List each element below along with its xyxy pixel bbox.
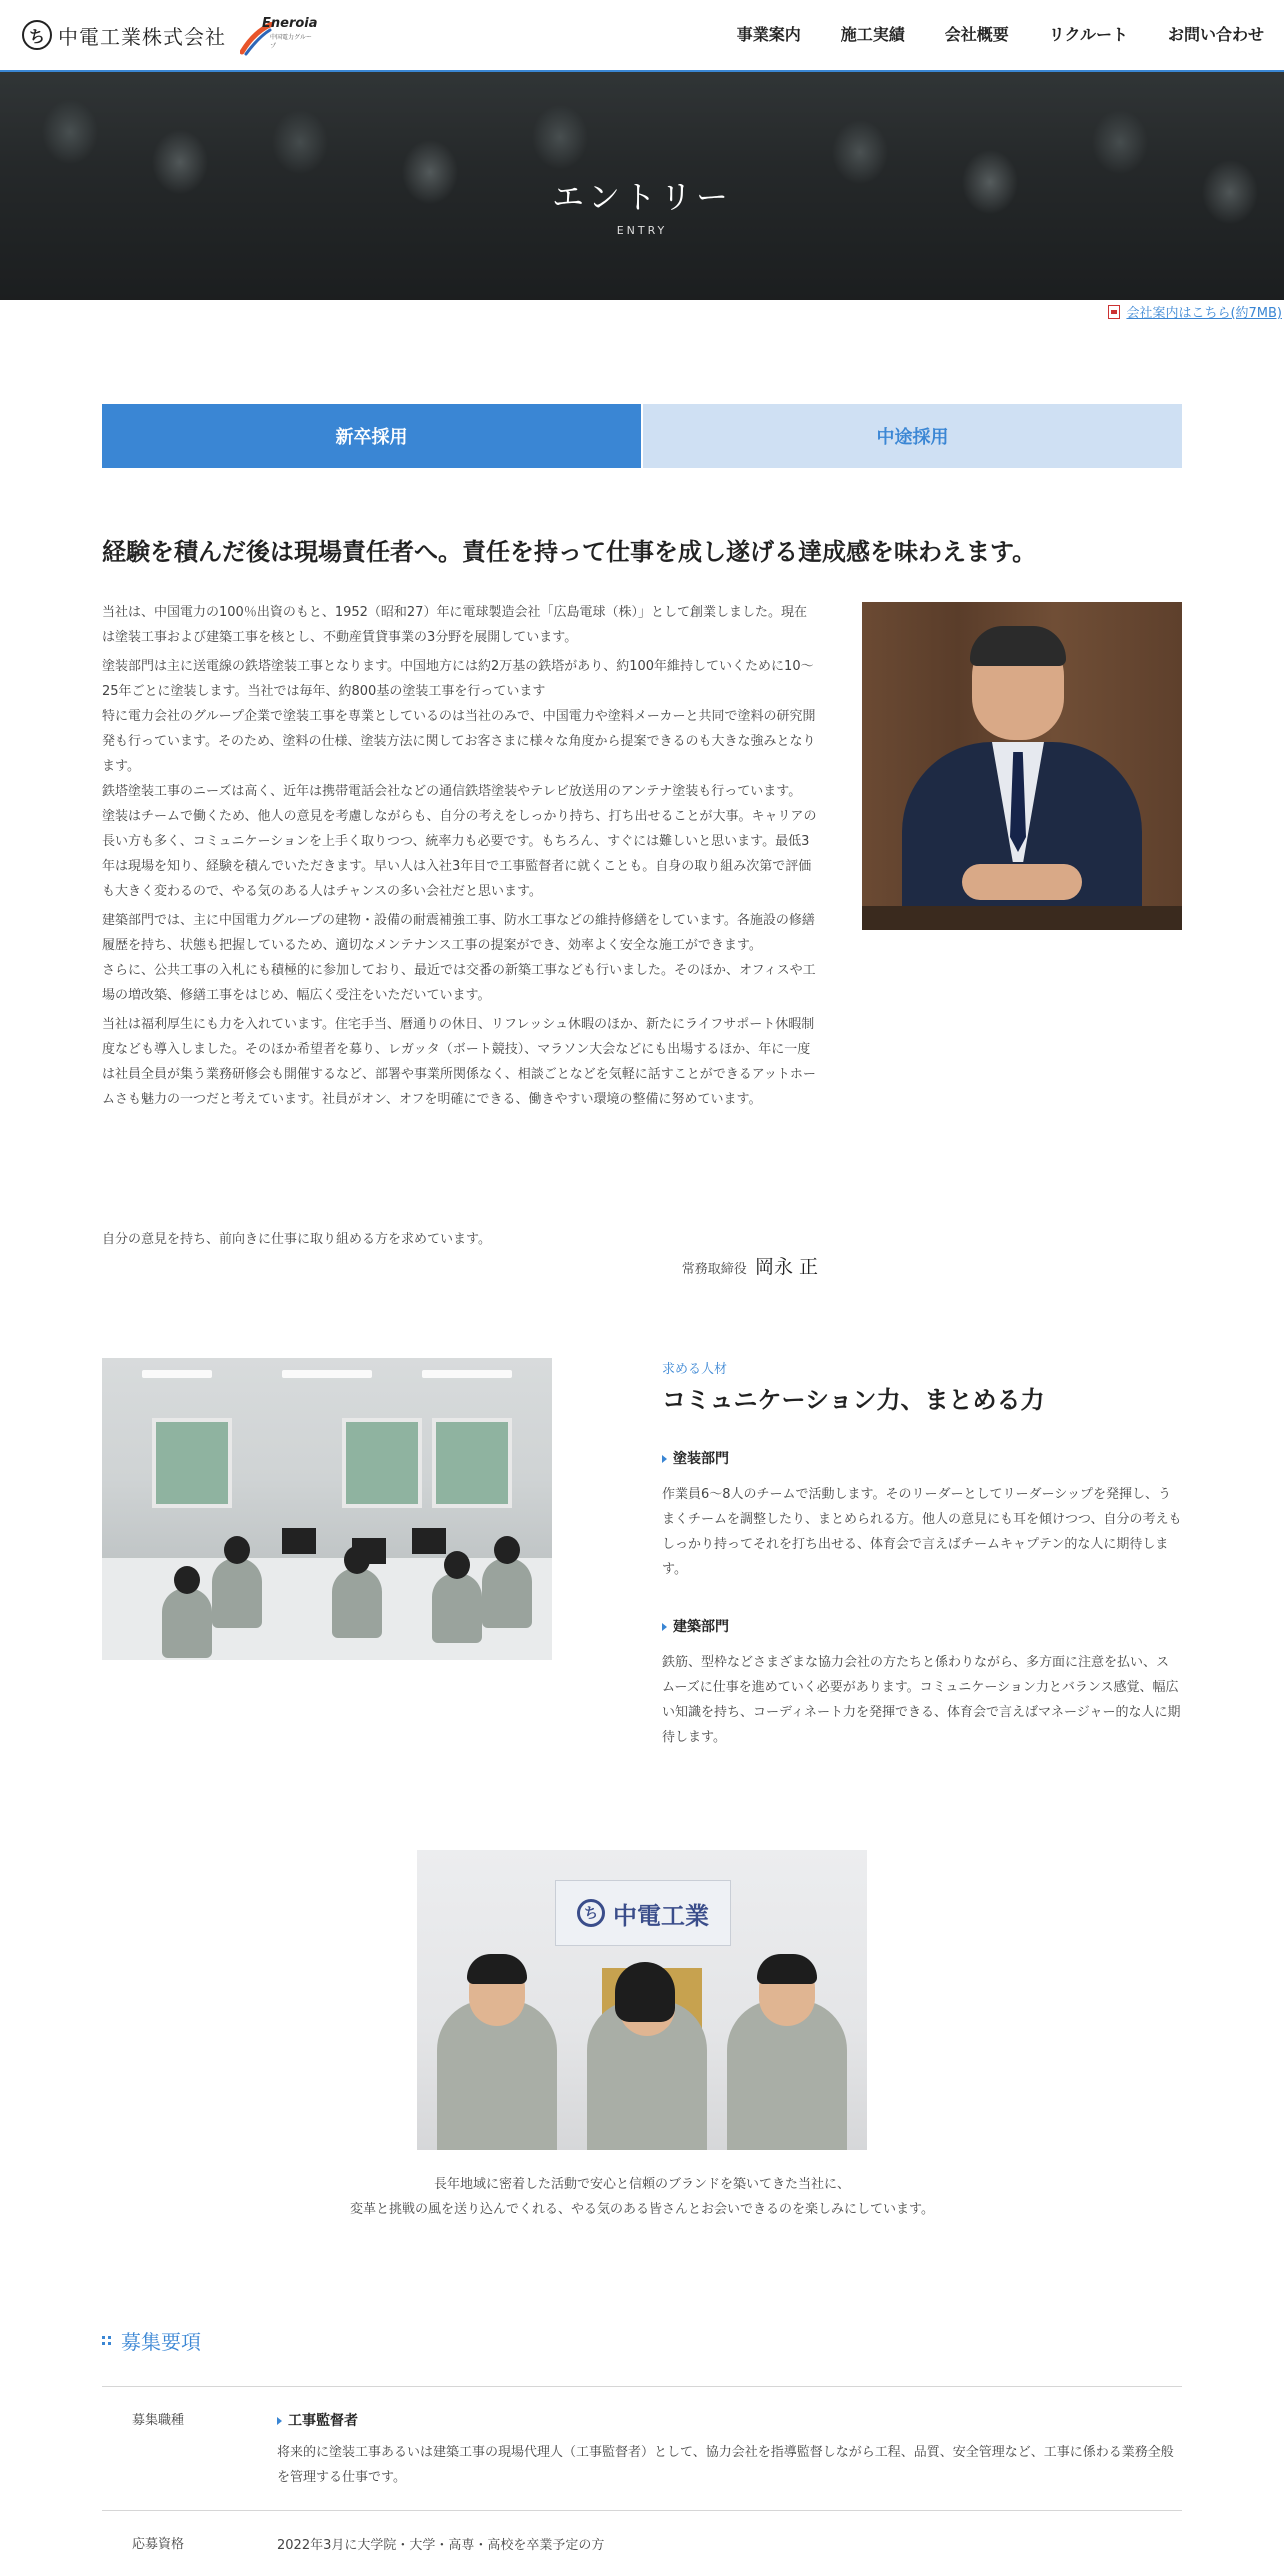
worker — [332, 1568, 382, 1638]
team-photo — [417, 1850, 867, 2150]
company-name: 中電工業株式会社 — [58, 24, 226, 49]
nav-contact[interactable]: お問い合わせ — [1167, 25, 1264, 44]
team-caption — [0, 2172, 1284, 2222]
group-brand-name: Eneroia — [262, 16, 318, 31]
recruit-tabs — [102, 404, 1182, 468]
portrait-hands — [962, 864, 1082, 900]
dept-construction-heading: 建築部門 — [662, 1616, 729, 1636]
row-value — [277, 2387, 1182, 2510]
employee-hair — [757, 1954, 817, 1984]
nav-business[interactable]: 事業案内 — [736, 25, 801, 44]
tab-new-grad[interactable]: 新卒採用 — [102, 404, 641, 468]
signer-name: 岡永 正 — [754, 1256, 818, 1278]
company-brochure-label: 会社案内はこちら(約7MB) — [1126, 306, 1282, 321]
job-title: 工事監督者 — [277, 2409, 1182, 2434]
dept-painting-text: 作業員6～8人のチームで活動します。そのリーダーとしてリーダーシップを発揮し、うまくチームを調整したり、まとめられる方。他人の意見にも耳を傾けつつ、自分の考えもしっかり持ってそれを打ち出せる、体育会で言えばチームキャプテン的な人に期待します。 — [662, 1487, 1182, 1577]
company-logo[interactable] — [22, 20, 226, 50]
company-sign — [555, 1880, 731, 1946]
dept-construction-text: 鉄筋、型枠などさまざまな協力会社の方たちと係わりながら、多方面に注意を払い、スムーズに仕事を進めていく必要があります。コミュニケーション力とバランス感覚、幅広い知識を持ち、コーディネート力を発揮できる、体育会で言えばマネージャー的な人に期待します。 — [662, 1655, 1181, 1745]
site-header — [0, 0, 1284, 72]
intro-paragraph: 当社は福利厚生にも力を入れています。住宅手当、暦通りの休日、リフレッシュ休暇のほか、新たにライフサポート休暇制度なども導入しました。そのほか希望者を募り、レガッタ（ボート競技）、マラソン大会などにも出場するほか、年に一度は社員全員が集う業務研修会も開催するなど、部署や事業所関係なく、相談ごとなどを気軽に話すことができるアットホームさも魅力の一つだと考えています。社員がオン、オフを明確にできる、働きやすい環境の整備に努めています。 — [102, 1017, 816, 1107]
hero-subtitle: ENTRY — [616, 224, 668, 237]
needs-title: コミュニケーション力、まとめる力 — [662, 1386, 1045, 1414]
intro-closing: 自分の意見を持ち、前向きに仕事に取り組める方を求めています。 — [102, 1232, 491, 1247]
tab-mid-career[interactable]: 中途採用 — [643, 404, 1182, 468]
main-nav — [737, 22, 1264, 45]
row-label: 募集職種 — [132, 2413, 185, 2428]
employee-hair — [467, 1954, 527, 1984]
office-window — [432, 1418, 512, 1508]
worker — [482, 1558, 532, 1628]
ceiling-light — [422, 1370, 512, 1378]
pdf-icon — [1108, 305, 1120, 319]
portrait-desk — [862, 906, 1182, 930]
nav-recruit[interactable]: リクルート — [1048, 25, 1128, 44]
signer-title: 常務取締役 — [681, 1262, 747, 1277]
intro-paragraph: 当社は、中国電力の100％出資のもと、1952（昭和27）年に電球製造会社「広島電球（株）」として創業しました。現在は塗装工事および建築工事を核とし、不動産賃貸事業の3分野を展開しています。 — [102, 605, 807, 645]
office-photo — [102, 1358, 552, 1660]
portrait-hair — [970, 626, 1066, 666]
job-description: 将来的に塗装工事あるいは建築工事の現場代理人（工事監督者）として、協力会社を指導監督しながら工程、品質、安全管理など、工事に係わる業務全般を管理する仕事です。 — [277, 2445, 1174, 2485]
worker — [162, 1588, 212, 1658]
company-logo-mark-icon: ち — [22, 20, 52, 50]
monitor — [282, 1528, 316, 1554]
recruit-heading-text: 募集要項 — [121, 2330, 201, 2354]
team-caption-line: 長年地域に密着した活動で安心と信頼のブランドを築いてきた当社に、 — [433, 2177, 850, 2192]
heading-dots-icon — [102, 2336, 111, 2345]
team-caption-line: 変革と挑戦の風を送り込んでくれる、やる気のある皆さんとお会いできるのを楽しみにしています。 — [350, 2202, 934, 2217]
table-row — [102, 2386, 1182, 2510]
signature — [102, 1252, 818, 1279]
ceiling-light — [142, 1370, 212, 1378]
group-brand-logo[interactable] — [240, 16, 318, 56]
table-row — [102, 2510, 1182, 2568]
needs-label: 求める人材 — [662, 1362, 728, 1377]
intro-heading: 経験を積んだ後は現場責任者へ。責任を持って仕事を成し遂げる達成感を味わえます。 — [102, 538, 1037, 566]
row-label: 応募資格 — [132, 2537, 185, 2552]
worker — [212, 1558, 262, 1628]
nav-works[interactable]: 施工実績 — [840, 25, 905, 44]
intro-body — [102, 600, 818, 1116]
recruit-heading — [102, 2326, 201, 2355]
nav-company[interactable]: 会社概要 — [944, 25, 1009, 44]
monitor — [412, 1528, 446, 1554]
recruit-table — [102, 2386, 1182, 2568]
office-window — [152, 1418, 232, 1508]
sign-text: 中電工業 — [613, 1901, 709, 1930]
executive-portrait — [862, 602, 1182, 930]
intro-paragraph: 建築部門では、主に中国電力グループの建物・設備の耐震補強工事、防水工事などの維持修繕をしています。各施設の修繕履歴を持ち、状態も把握しているため、適切なメンテナンス工事の提案ができ、効率よく安全な施工ができます。 さらに、公共工事の入札にも積極的に参加しており、最近では交番の新築工事なども行いました。そのほか、オフィスや工場の増改築、修繕工事をはじめ、幅広く受注をいただいています。 — [102, 913, 816, 1003]
intro-paragraph: 塗装部門は主に送電線の鉄塔塗装工事となります。中国地方には約2万基の鉄塔があり、約100年維持していくために10～25年ごとに塗装します。当社では毎年、約800基の塗装工事を行っています 特に電力会社のグループ企業で塗装工事を専業としているのは当社のみで、中国電力や塗料メーカーと共同で塗料の研究開発も行っています。そのため、塗料の仕様、塗装方法に関してお客さまに様々な角度から提案できるのも大きな強みとなります。 鉄塔塗装工事のニーズは高く、近年は携帯電話会社などの通信鉄塔塗装やテレビ放送用のアンテナ塗装も行っています。 塗装はチームで働くため、他人の意見を考慮しながらも、自分の考えをしっかり持ち、打ち出せることが大事。キャリアの長い方も多く、コミュニケーションを上手く取りつつ、統率力も必要です。もちろん、すぐには難しいと思います。最低3年は現場を知り、経験を積んでいただきます。早い人は入社3年目で工事監督者に就くことも。自身の取り組み次第で評価も大きく変わるので、やる気のある人はチャンスの多い会社だと思います。 — [102, 659, 817, 899]
dept-painting-heading: 塗装部門 — [662, 1448, 729, 1468]
hero-banner — [0, 72, 1284, 300]
company-brochure-link[interactable] — [1108, 302, 1282, 321]
hero-title: エントリー — [551, 178, 732, 216]
group-brand-sub: 中国電力グループ — [270, 34, 312, 50]
sign-logo-icon: ち — [577, 1899, 605, 1927]
ceiling-light — [282, 1370, 372, 1378]
row-value: 2022年3月に大学院・大学・高専・高校を卒業予定の方 — [277, 2538, 605, 2553]
employee-hair — [615, 1962, 675, 2022]
office-window — [342, 1418, 422, 1508]
worker — [432, 1573, 482, 1643]
